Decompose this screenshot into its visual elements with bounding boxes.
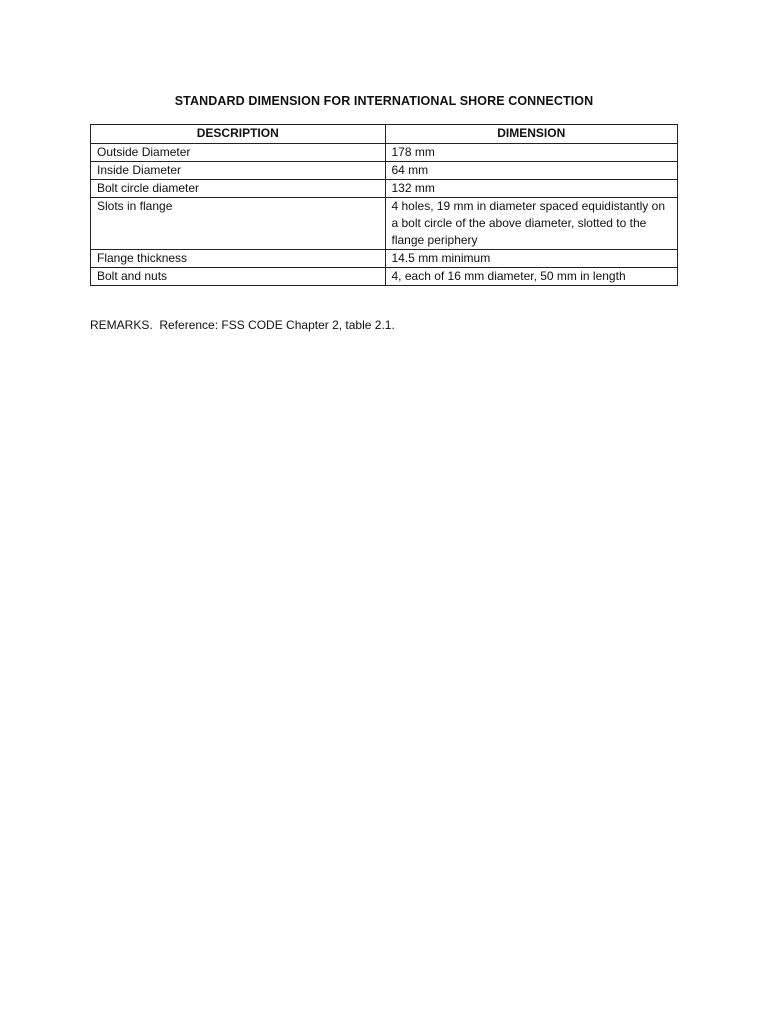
dimension-cell: 178 mm: [385, 144, 678, 162]
table-row: [91, 198, 678, 250]
table-row: [91, 144, 678, 162]
dimension-cell: 14.5 mm minimum: [385, 250, 678, 268]
dimension-cell: 132 mm: [385, 180, 678, 198]
specification-table: [90, 124, 678, 286]
description-cell: Flange thickness: [91, 250, 386, 268]
description-cell: Bolt circle diameter: [91, 180, 386, 198]
remarks-text: REMARKS. Reference: FSS CODE Chapter 2, table 2.1.: [90, 318, 395, 332]
description-cell: Slots in flange: [91, 198, 386, 250]
table-row: [91, 180, 678, 198]
document-title: STANDARD DIMENSION FOR INTERNATIONAL SHORE CONNECTION: [174, 94, 594, 108]
table-row: [91, 268, 678, 286]
header-dimension: DIMENSION: [385, 125, 678, 144]
table-header-row: [91, 125, 678, 144]
table-row: [91, 162, 678, 180]
description-cell: Outside Diameter: [91, 144, 386, 162]
table-row: [91, 250, 678, 268]
dimension-cell: 4, each of 16 mm diameter, 50 mm in length: [385, 268, 678, 286]
header-description: DESCRIPTION: [91, 125, 386, 144]
dimension-cell: 4 holes, 19 mm in diameter spaced equidistantly on a bolt circle of the above diameter, slotted to the flange periphery: [385, 198, 678, 250]
description-cell: Inside Diameter: [91, 162, 386, 180]
description-cell: Bolt and nuts: [91, 268, 386, 286]
dimension-cell: 64 mm: [385, 162, 678, 180]
